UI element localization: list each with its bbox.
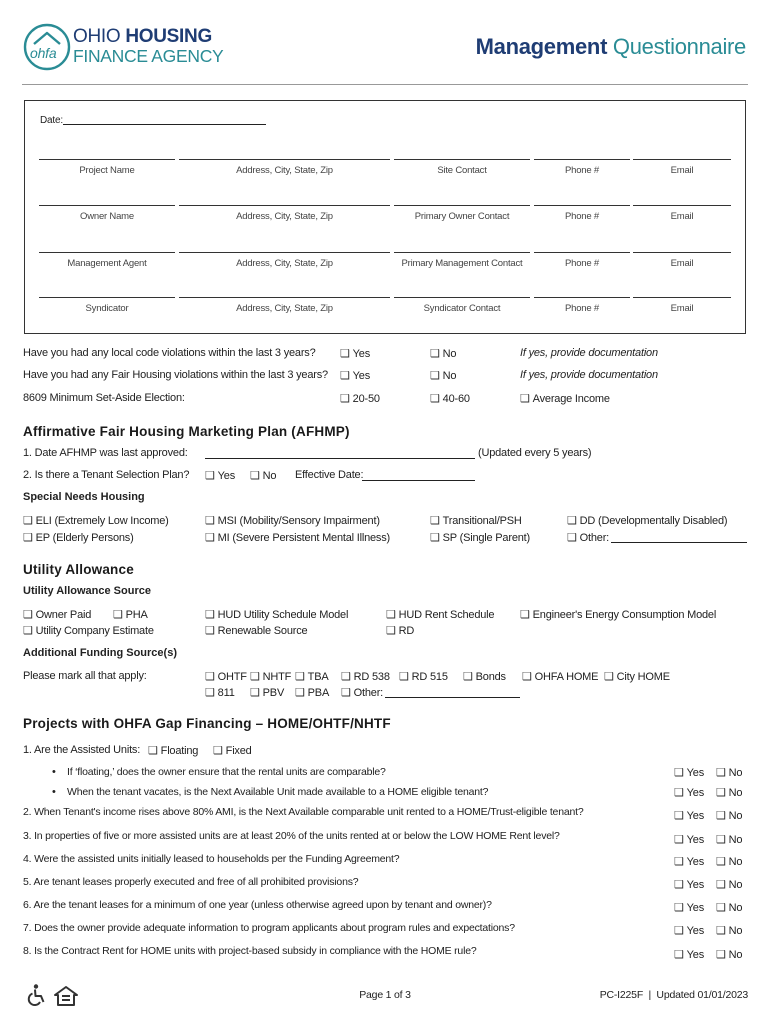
gap-question-bullet2: When the tenant vacates, is the Next Available Unit made available to a HOME eligible tenant?: [67, 786, 489, 798]
contact-cell-address[interactable]: [179, 159, 390, 183]
page-number: Page 1 of 3: [359, 989, 411, 1001]
contact-cell-contact[interactable]: [394, 252, 530, 276]
utility-source-heading: Utility Allowance Source: [23, 585, 151, 597]
utility-allowance-heading: Utility Allowance: [23, 562, 134, 577]
contact-cell-name[interactable]: [39, 297, 175, 321]
contact-field-line[interactable]: [534, 297, 630, 298]
agency-name-line2: FINANCE AGENCY: [73, 46, 224, 66]
contact-cell-phone[interactable]: [534, 252, 630, 276]
special-needs-other-field[interactable]: [611, 542, 747, 543]
contact-field-line[interactable]: [39, 297, 175, 298]
set-aside-4060-checkbox[interactable]: ❑ 40-60: [430, 392, 470, 405]
hud-utility-schedule-checkbox[interactable]: ❑ HUD Utility Schedule Model: [205, 608, 348, 621]
form-number: PC-I225F | Updated 01/01/2023: [599, 989, 748, 1001]
question-code-violations: Have you had any local code violations within the last 3 years?: [23, 347, 316, 359]
gap-q6-yes-checkbox[interactable]: ❑ Yes: [674, 901, 704, 914]
dd-checkbox[interactable]: ❑ DD (Developmentally Disabled): [567, 514, 727, 527]
code-violations-note: If yes, provide documentation: [520, 347, 658, 359]
effective-date-field[interactable]: [362, 480, 475, 481]
contact-field-label: Primary Management Contact: [401, 258, 523, 269]
gap-question-q6: 6. Are the tenant leases for a minimum of one year (unless otherwise agreed upon by tenant and owner)?: [23, 899, 492, 911]
fixed-checkbox[interactable]: ❑ Fixed: [213, 744, 252, 757]
header-rule: [22, 84, 748, 85]
afhmp-date-label: 1. Date AFHMP was last approved:: [23, 447, 188, 459]
contact-field-label: Address, City, State, Zip: [236, 211, 333, 222]
contact-field-label: Address, City, State, Zip: [236, 165, 333, 176]
special-needs-heading: Special Needs Housing: [23, 491, 145, 503]
transitional-psh-checkbox[interactable]: ❑ Transitional/PSH: [430, 514, 522, 527]
contact-field-line[interactable]: [179, 252, 390, 253]
contact-field-line[interactable]: [179, 205, 390, 206]
contact-cell-contact[interactable]: [394, 297, 530, 321]
gap-question-q5: 5. Are tenant leases properly executed and free of all prohibited provisions?: [23, 876, 359, 888]
hud-rent-schedule-checkbox[interactable]: ❑ HUD Rent Schedule: [386, 608, 494, 621]
contact-field-label: Management Agent: [67, 258, 147, 269]
additional-funding-heading: Additional Funding Source(s): [23, 647, 177, 659]
contact-field-line[interactable]: [633, 297, 731, 298]
gap-bullet2-yes-checkbox[interactable]: ❑ Yes: [674, 786, 704, 799]
date-label: Date:: [40, 115, 63, 126]
contact-field-label: Owner Name: [80, 211, 134, 222]
contact-cell-address[interactable]: [179, 252, 390, 276]
contact-field-line[interactable]: [633, 252, 731, 253]
fair-housing-no-checkbox[interactable]: ❑ No: [430, 369, 456, 382]
ohfa-home-checkbox[interactable]: ❑ OHFA HOME: [522, 670, 598, 683]
floating-checkbox[interactable]: ❑ Floating: [148, 744, 198, 757]
title-management: Management: [475, 34, 608, 59]
afhmp-heading: Affirmative Fair Housing Marketing Plan (AFHMP): [23, 424, 350, 439]
tenant-selection-yes-checkbox[interactable]: ❑ Yes: [205, 469, 235, 482]
contact-field-label: Address, City, State, Zip: [236, 258, 333, 269]
bonds-checkbox[interactable]: ❑ Bonds: [463, 670, 506, 683]
contact-field-label: Email: [670, 165, 694, 176]
gap-q4-no-checkbox[interactable]: ❑ No: [716, 855, 742, 868]
gap-q7-yes-checkbox[interactable]: ❑ Yes: [674, 924, 704, 937]
mark-all-label: Please mark all that apply:: [23, 670, 147, 682]
contact-field-label: Address, City, State, Zip: [236, 303, 333, 314]
ohtf-checkbox[interactable]: ❑ OHTF: [205, 670, 247, 683]
gap-q8-yes-checkbox[interactable]: ❑ Yes: [674, 948, 704, 961]
msi-checkbox[interactable]: ❑ MSI (Mobility/Sensory Impairment): [205, 514, 380, 527]
gap-bullet1-no-checkbox[interactable]: ❑ No: [716, 766, 742, 779]
gap-question-q7: 7. Does the owner provide adequate information to program applicants about program rules and expectations?: [23, 922, 515, 934]
owner-paid-checkbox[interactable]: ❑ Owner Paid: [23, 608, 91, 621]
afhmp-date-field[interactable]: [205, 458, 475, 459]
contact-field-label: Email: [670, 258, 694, 269]
contact-field-label: Phone #: [565, 165, 599, 176]
contact-cell-address[interactable]: [179, 297, 390, 321]
single-parent-checkbox[interactable]: ❑ SP (Single Parent): [430, 531, 530, 544]
engineer-energy-model-checkbox[interactable]: ❑ Engineer's Energy Consumption Model: [520, 608, 716, 621]
contact-cell-email[interactable]: [633, 159, 731, 183]
contact-cell-email[interactable]: [633, 297, 731, 321]
contact-field-line[interactable]: [394, 297, 530, 298]
contact-cell-email[interactable]: [633, 252, 731, 276]
gap-financing-heading: Projects with OHFA Gap Financing – HOME/OHTF/NHTF: [23, 716, 391, 731]
gap-question-q8: 8. Is the Contract Rent for HOME units with project-based subsidy in compliance with the HOME rule?: [23, 945, 477, 957]
contact-cell-phone[interactable]: [534, 297, 630, 321]
gap-q5-yes-checkbox[interactable]: ❑ Yes: [674, 878, 704, 891]
contact-field-line[interactable]: [39, 159, 175, 160]
contact-field-label: Primary Owner Contact: [414, 211, 510, 222]
title-questionnaire: Questionnaire: [612, 34, 746, 59]
rd-checkbox[interactable]: ❑ RD: [386, 624, 414, 637]
ohfa-logo: [22, 22, 242, 72]
contact-field-line[interactable]: [179, 159, 390, 160]
fair-housing-yes-checkbox[interactable]: ❑ Yes: [340, 369, 370, 382]
agency-ohio: OHIO: [73, 26, 126, 47]
agency-name-line1: [73, 27, 212, 47]
contact-field-label: Syndicator Contact: [423, 303, 501, 314]
city-home-checkbox[interactable]: ❑ City HOME: [604, 670, 670, 683]
set-aside-average-income-checkbox[interactable]: ❑ Average Income: [520, 392, 610, 405]
funding-other-checkbox[interactable]: ❑ Other:: [341, 686, 383, 699]
contact-field-line[interactable]: [394, 252, 530, 253]
contact-cell-email[interactable]: [633, 205, 731, 229]
gap-q7-no-checkbox[interactable]: ❑ No: [716, 924, 742, 937]
pba-checkbox[interactable]: ❑ PBA: [295, 686, 329, 699]
contact-field-line[interactable]: [633, 205, 731, 206]
gap-q4-yes-checkbox[interactable]: ❑ Yes: [674, 855, 704, 868]
s811-checkbox[interactable]: ❑ 811: [205, 686, 235, 699]
contact-field-label: Syndicator: [85, 303, 129, 314]
gap-bullet1-yes-checkbox[interactable]: ❑ Yes: [674, 766, 704, 779]
gap-question-q3: 3. In properties of five or more assisted units are at least 20% of the units rented at or below the LOW HOME Rent level?: [23, 830, 560, 842]
contact-cell-address[interactable]: [179, 205, 390, 229]
funding-other-field[interactable]: [385, 697, 520, 698]
nhtf-checkbox[interactable]: ❑ NHTF: [250, 670, 291, 683]
contact-field-line[interactable]: [39, 252, 175, 253]
contact-field-label: Phone #: [565, 258, 599, 269]
set-aside-label: 8609 Minimum Set-Aside Election:: [23, 392, 185, 404]
gap-bullet2-no-checkbox[interactable]: ❑ No: [716, 786, 742, 799]
contact-cell-name[interactable]: [39, 252, 175, 276]
contact-cell-name[interactable]: [39, 159, 175, 183]
contact-field-line[interactable]: [633, 159, 731, 160]
fair-housing-note: If yes, provide documentation: [520, 369, 658, 381]
rd538-checkbox[interactable]: ❑ RD 538: [341, 670, 390, 683]
gap-question-bullet1: If ‘floating,’ does the owner ensure that the rental units are comparable?: [67, 766, 386, 778]
question-fair-housing-violations: Have you had any Fair Housing violations within the last 3 years?: [23, 369, 328, 381]
date-field[interactable]: [63, 124, 266, 125]
tenant-selection-plan-label: 2. Is there a Tenant Selection Plan?: [23, 469, 190, 481]
tenant-selection-no-checkbox[interactable]: ❑ No: [250, 469, 276, 482]
effective-date-label: Effective Date:: [295, 469, 364, 481]
bullet-marker: •: [52, 786, 56, 798]
contact-field-line[interactable]: [394, 159, 530, 160]
agency-housing: HOUSING: [125, 26, 212, 47]
gap-q2-yes-checkbox[interactable]: ❑ Yes: [674, 809, 704, 822]
contact-field-label: Project Name: [79, 165, 135, 176]
gap-q6-no-checkbox[interactable]: ❑ No: [716, 901, 742, 914]
assisted-units-label: 1. Are the Assisted Units:: [23, 744, 141, 756]
contact-field-label: Phone #: [565, 303, 599, 314]
afhmp-date-note: (Updated every 5 years): [478, 447, 592, 459]
contact-cell-name[interactable]: [39, 205, 175, 229]
contact-cell-phone[interactable]: [534, 159, 630, 183]
code-violations-no-checkbox[interactable]: ❑ No: [430, 347, 456, 360]
contact-field-line[interactable]: [534, 252, 630, 253]
contact-field-line[interactable]: [394, 205, 530, 206]
contact-field-label: Email: [670, 303, 694, 314]
contact-field-label: Site Contact: [437, 165, 487, 176]
contact-field-label: Phone #: [565, 211, 599, 222]
contact-cell-phone[interactable]: [534, 205, 630, 229]
code-violations-yes-checkbox[interactable]: ❑ Yes: [340, 347, 370, 360]
gap-q8-no-checkbox[interactable]: ❑ No: [716, 948, 742, 961]
special-needs-other-checkbox[interactable]: ❑ Other:: [567, 531, 609, 544]
renewable-source-checkbox[interactable]: ❑ Renewable Source: [205, 624, 307, 637]
utility-company-estimate-checkbox[interactable]: ❑ Utility Company Estimate: [23, 624, 154, 637]
gap-question-q4: 4. Were the assisted units initially leased to households per the Funding Agreement?: [23, 853, 400, 865]
mi-checkbox[interactable]: ❑ MI (Severe Persistent Mental Illness): [205, 531, 390, 544]
pha-checkbox[interactable]: ❑ PHA: [113, 608, 148, 621]
bullet-marker: •: [52, 766, 56, 778]
rd515-checkbox[interactable]: ❑ RD 515: [399, 670, 448, 683]
page-title: [476, 34, 746, 60]
set-aside-2050-checkbox[interactable]: ❑ 20-50: [340, 392, 380, 405]
gap-q3-yes-checkbox[interactable]: ❑ Yes: [674, 833, 704, 846]
contact-field-line[interactable]: [534, 159, 630, 160]
eli-checkbox[interactable]: ❑ ELI (Extremely Low Income): [23, 514, 169, 527]
logo-mark-text: ohfa: [30, 45, 57, 61]
gap-question-q2: 2. When Tenant's income rises above 80% AMI, is the Next Available comparable unit rented to a HOME/Trust-eligible tenant?: [23, 806, 584, 818]
gap-q2-no-checkbox[interactable]: ❑ No: [716, 809, 742, 822]
pbv-checkbox[interactable]: ❑ PBV: [250, 686, 284, 699]
contact-field-line[interactable]: [179, 297, 390, 298]
gap-q3-no-checkbox[interactable]: ❑ No: [716, 833, 742, 846]
contact-cell-contact[interactable]: [394, 205, 530, 229]
ep-checkbox[interactable]: ❑ EP (Elderly Persons): [23, 531, 134, 544]
tba-checkbox[interactable]: ❑ TBA: [295, 670, 328, 683]
contact-field-line[interactable]: [39, 205, 175, 206]
contact-cell-contact[interactable]: [394, 159, 530, 183]
contact-field-label: Email: [670, 211, 694, 222]
contact-field-line[interactable]: [534, 205, 630, 206]
gap-q5-no-checkbox[interactable]: ❑ No: [716, 878, 742, 891]
